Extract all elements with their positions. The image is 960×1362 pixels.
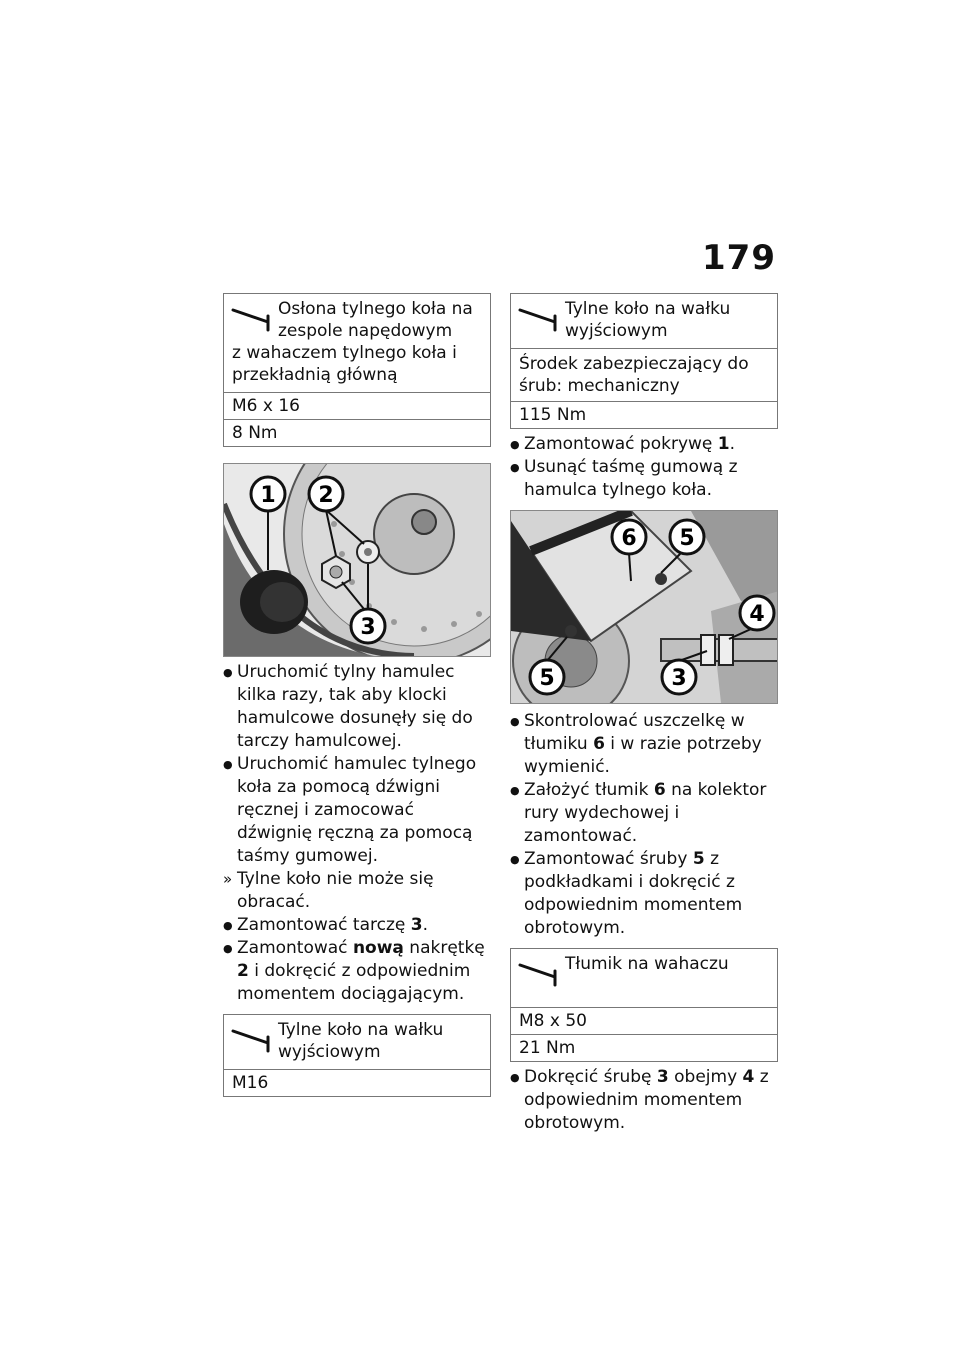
callout-3 [351, 609, 385, 643]
torque-spec-silencer [510, 948, 778, 1062]
spec-title-line2: wyjściowym [278, 1042, 381, 1062]
svg-text:1: 1 [260, 483, 276, 508]
silencer-figure [510, 510, 778, 704]
spec-row-torque: 115 Nm [511, 401, 777, 428]
spec-row-torque: 21 Nm [511, 1034, 777, 1061]
step-mount-screws: ● Zamontować śruby 5 z podkładkami i dokręcić z odpowiednim momentem obrotowym. [510, 848, 778, 940]
step-brake-pads: ● Uruchomić tylny hamulec kilka razy, tak aby klocki hamulcowe dosunęły się do tarczy hamulcowej. [223, 661, 491, 753]
spec-row-thread: M16 [224, 1069, 490, 1096]
spec-header [511, 294, 777, 348]
step-mount-nut: ● Zamontować nową nakrętkę 2 i dokręcić z odpowiednim momentem dociągającym. [223, 937, 491, 1006]
spec-row-torque: 8 Nm [224, 419, 490, 446]
torque-wrench-icon [230, 1027, 276, 1053]
svg-text:3: 3 [360, 615, 376, 640]
spec-title-line1: Osłona tylnego koła na [278, 299, 473, 319]
callout-5-bottom [530, 660, 564, 694]
step-check-seal: ● Skontrolować uszczelkę w tłumiku 6 i w razie potrzeby wymienić. [510, 710, 778, 779]
callout-1 [251, 477, 285, 511]
spec-row-thread: M6 x 16 [224, 392, 490, 419]
step-mount-cover: ● Zamontować pokrywę 1. [510, 433, 778, 456]
right-column [510, 293, 778, 1143]
right-steps-1 [510, 433, 778, 502]
spec-title-line2: zespole napędowym [278, 321, 453, 341]
spec-title-line1: Tłumik na wahaczu [565, 954, 729, 974]
left-steps [223, 661, 491, 1006]
right-steps-2 [510, 710, 778, 940]
silencer-illustration [511, 511, 778, 703]
step-fit-silencer: ● Założyć tłumik 6 na kolektor rury wydechowej i zamontować. [510, 779, 778, 848]
svg-text:6: 6 [621, 526, 637, 551]
torque-wrench-icon [230, 306, 276, 332]
torque-wrench-icon [517, 306, 563, 332]
rear-wheel-figure [223, 463, 491, 657]
callout-2 [309, 477, 343, 511]
spec-title-line1: Tylne koło na wałku [565, 299, 731, 319]
spec-header [224, 1015, 490, 1069]
left-column [223, 293, 491, 1097]
step-tighten-clamp: ● Dokręcić śrubę 3 obejmy 4 z odpowiednim momentem obrotowym. [510, 1066, 778, 1135]
torque-wrench-icon [517, 961, 563, 987]
rear-wheel-illustration [224, 464, 491, 656]
torque-spec-cover [223, 293, 491, 447]
svg-text:3: 3 [671, 666, 687, 691]
callout-5-top [670, 520, 704, 554]
svg-text:4: 4 [749, 602, 765, 627]
result-wheel-locked: » Tylne koło nie może się obracać. [223, 868, 491, 914]
callout-3 [662, 660, 696, 694]
svg-text:5: 5 [539, 666, 555, 691]
torque-spec-axle-nut [223, 1014, 491, 1097]
step-remove-strap: ● Usunąć taśmę gumową z hamulca tylnego koła. [510, 456, 778, 502]
spec-header [511, 949, 777, 1007]
spec-title-line1: Tylne koło na wałku [278, 1020, 444, 1040]
svg-text:5: 5 [679, 526, 695, 551]
callout-6 [612, 520, 646, 554]
spec-title-line2: wyjściowym [565, 321, 668, 341]
step-handbrake: ● Uruchomić hamulec tylnego koła za pomocą dźwigni ręcznej i zamocować dźwignię ręczną za pomocą taśmy gumowej. [223, 753, 491, 868]
right-steps-3 [510, 1066, 778, 1135]
page-number: 179 [702, 238, 776, 278]
callout-4 [740, 596, 774, 630]
spec-title-rest: z wahaczem tylnego koła i przekładnią główną [232, 343, 457, 385]
spec-row-locking-agent: Środek zabezpieczający do śrub: mechaniczny [511, 348, 777, 401]
svg-text:2: 2 [318, 483, 334, 508]
spec-header [224, 294, 490, 392]
step-mount-washer: ● Zamontować tarczę 3. [223, 914, 491, 937]
spec-row-thread: M8 x 50 [511, 1007, 777, 1034]
torque-spec-wheel-shaft [510, 293, 778, 429]
